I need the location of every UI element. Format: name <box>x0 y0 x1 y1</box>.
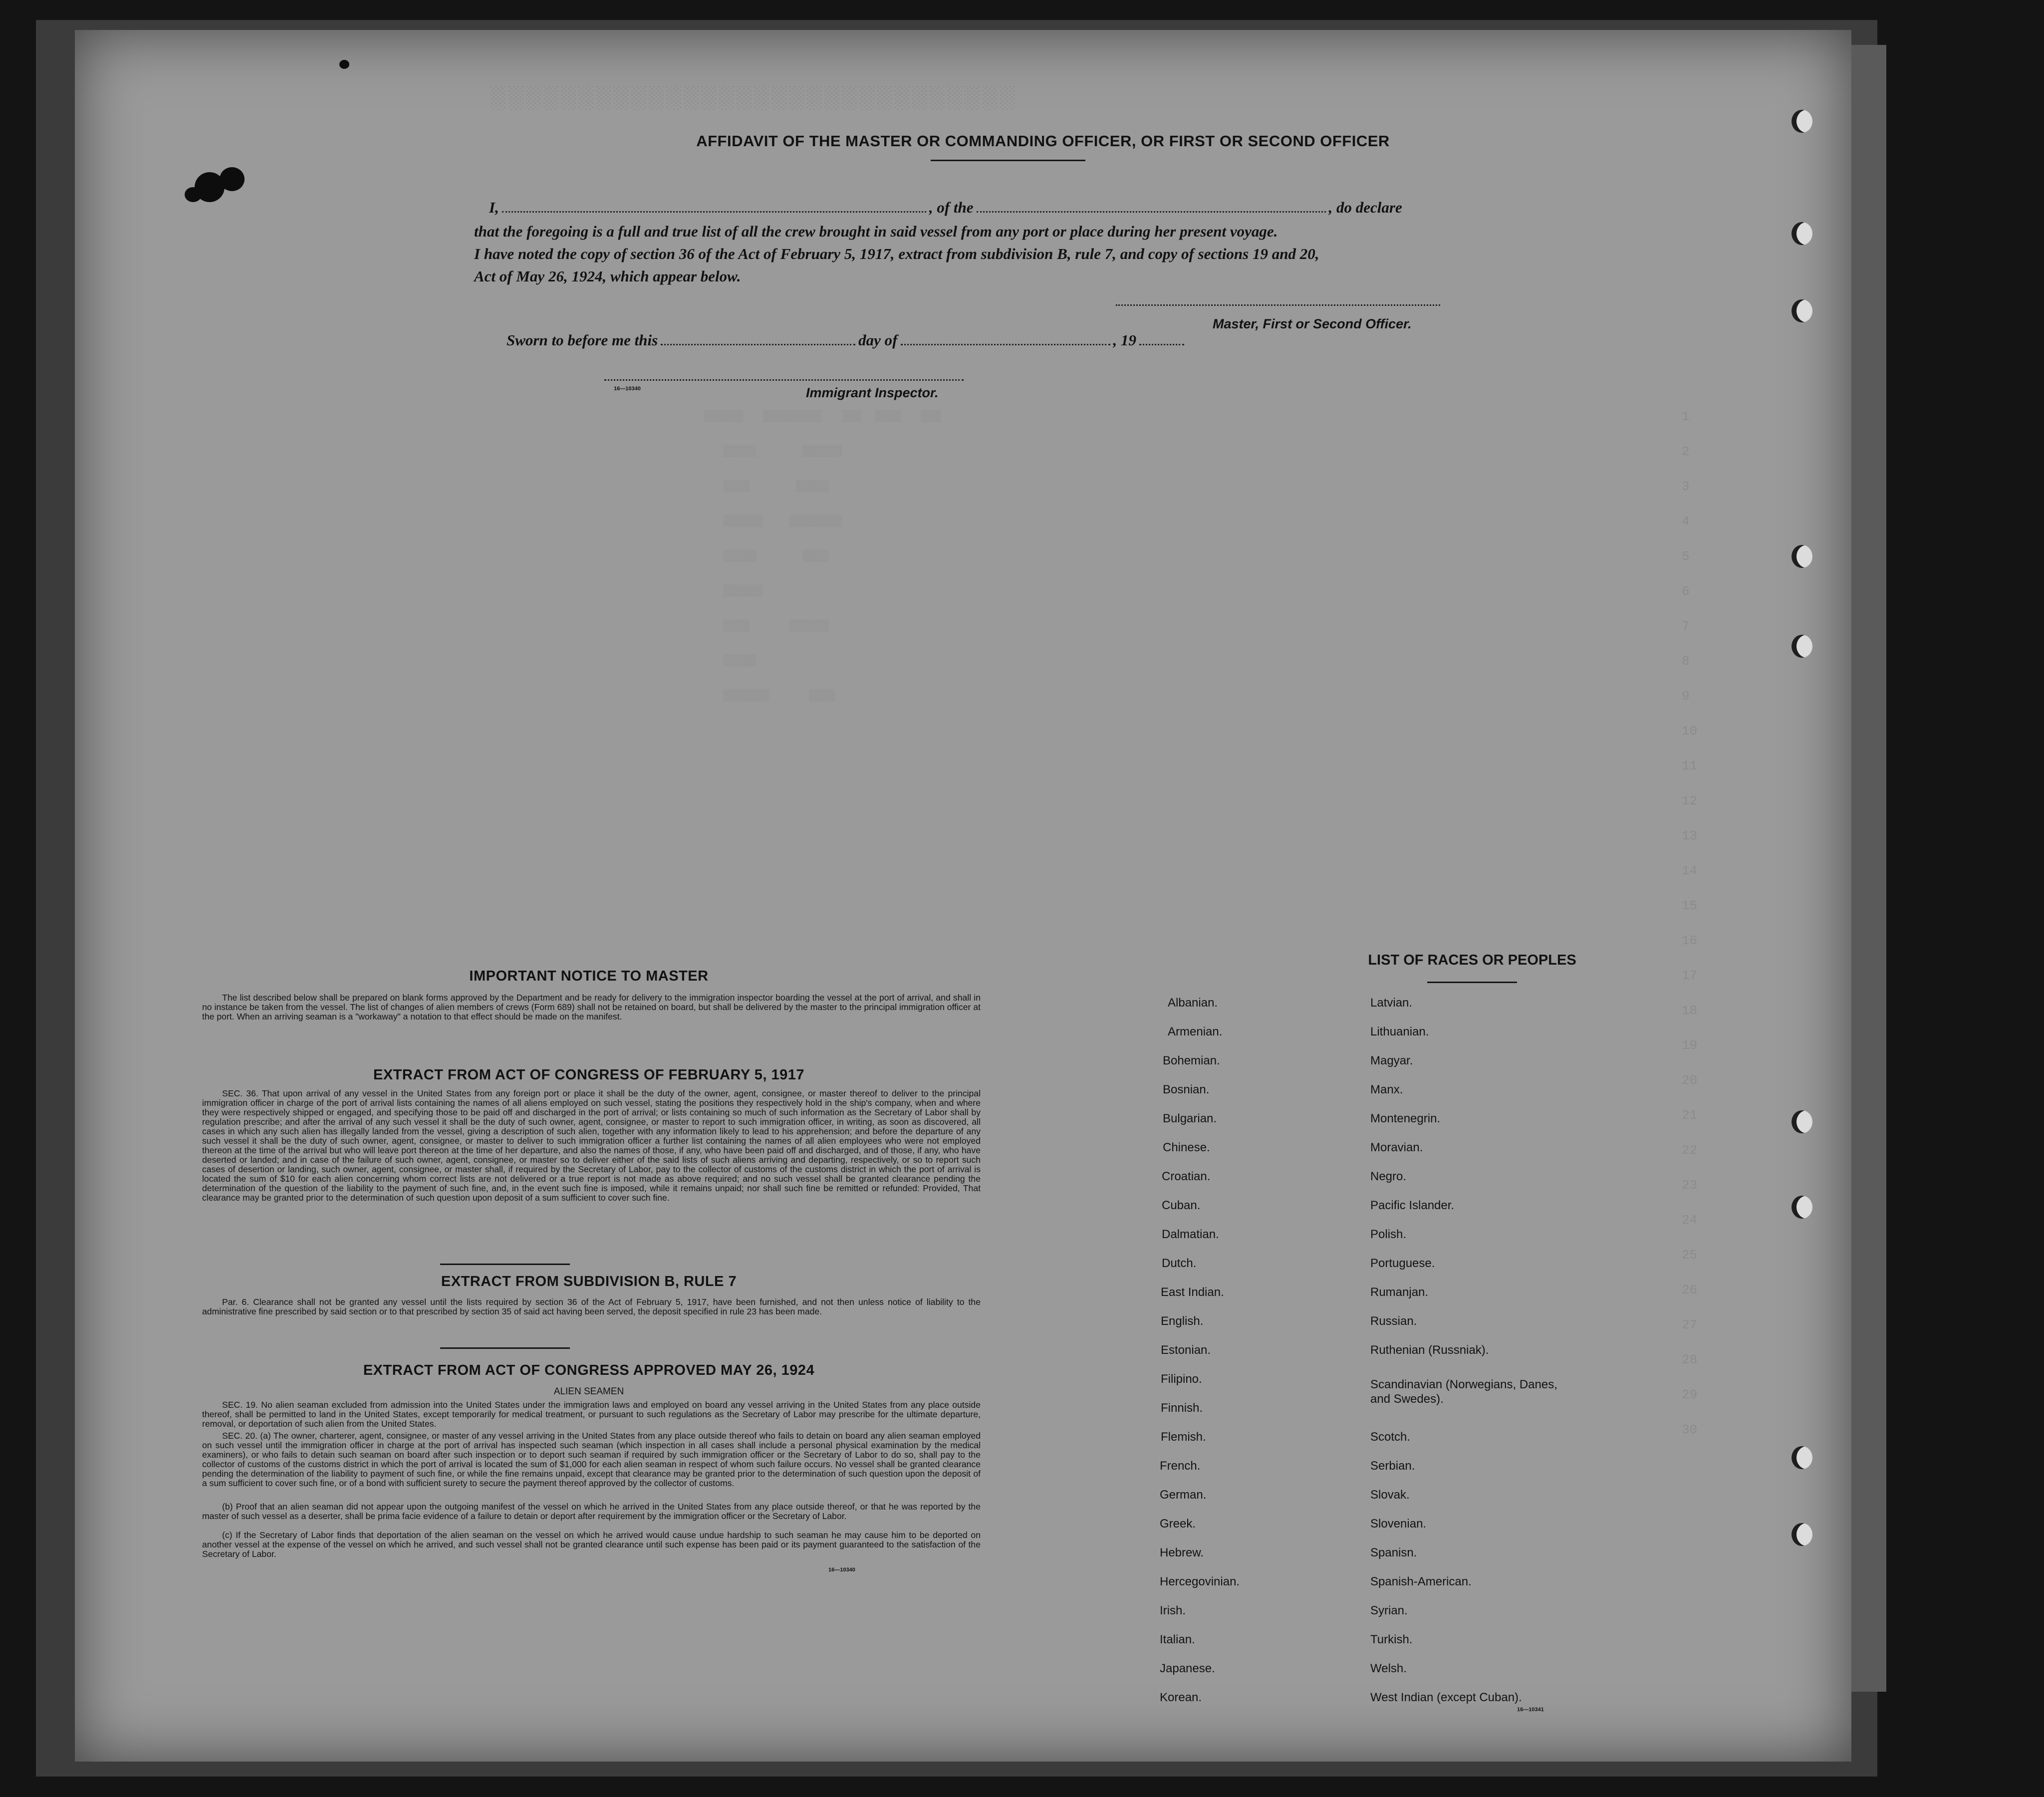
binder-hole <box>1791 1446 1812 1469</box>
extract-1924-sec19: SEC. 19. No alien seaman excluded from admission into the United States under the immigration laws and employed on board any vessel arriving in the United States from any place outside thereof, shall be permitted to land in the United States, except temporarily for medical treatment, or pursuant to such regulations as the Secretary of Labor may prescribe for the ultimate departure, removal, or deportation of such alien from the United States. <box>202 1400 981 1429</box>
race-left-item: Japanese. <box>1160 1662 1215 1675</box>
manifest-page <box>75 30 1851 1762</box>
extract-rule7-body: Par. 6. Clearance shall not be granted any vessel until the lists required by section 36 of the Act of February 5, 1917, have been furnished, and not then unless notice of liability to the administrative fine prescribed by said section or to that prescribed by section 35 of said act having been served, the deposit specified in rule 23 has been made. <box>202 1297 981 1316</box>
sworn-year-blank[interactable] <box>1139 333 1184 345</box>
extract-rule7-title: EXTRACT FROM SUBDIVISION B, RULE 7 <box>441 1274 737 1289</box>
affidavit-form-number: 16—10340 <box>614 386 641 392</box>
extract-1917-title: EXTRACT FROM ACT OF CONGRESS OF FEBRUARY 5, 1917 <box>373 1067 805 1083</box>
race-right-item: West Indian (except Cuban). <box>1370 1691 1522 1704</box>
extract-1924-sec20b: (b) Proof that an alien seaman did not appear upon the outgoing manifest of the vessel on which he arrived in the United States from any place outside thereof, or that he was reported by the master of such vessel as a deserter, shall be prima facie evidence of a failure to detain or deport after requirement by the immigration officer or the Secretary of Labor. <box>202 1502 981 1521</box>
extract-form-number: 16—10340 <box>828 1567 855 1573</box>
affidavit-title: AFFIDAVIT OF THE MASTER OR COMMANDING OFFICER, OR FIRST OR SECOND OFFICER <box>696 132 1390 150</box>
affidavit-declare-label: , do declare <box>1328 199 1402 216</box>
inspector-signature-blank[interactable] <box>604 368 964 381</box>
affidavit-line-4: Act of May 26, 1924, which appear below. <box>474 267 741 285</box>
race-left-item: Hercegovinian. <box>1160 1575 1240 1588</box>
extract-1924-subtitle: ALIEN SEAMEN <box>553 1386 624 1397</box>
race-right-item: Welsh. <box>1370 1662 1407 1675</box>
race-left-item: Flemish. <box>1161 1430 1206 1444</box>
race-right-item: Spanisn. <box>1370 1546 1417 1559</box>
extract-1917-body: SEC. 36. That upon arrival of any vessel in the United States from any foreign port or place it shall be the duty of the owner, agent, consignee, or master thereof to deliver to the principal immigration officer in charge of the port of arrival lists containing the names of all aliens employed on such vessel, stating the positions they respectively hold in the ship's company, when and where they were respectively shipped or engaged, and specifying those to be paid off and discharged in the port of arrival; or lists containing so much of such information as the Secretary of Labor shall by regulation prescribe; and after the arrival of any such vessel it shall be the duty of such owner, agent, consignee, or master to report to such immigration officer, in writing, as soon as discovered, all cases in which any such alien has illegally landed from the vessel, giving a description of such alien, together with any information likely to lead to his apprehension; and before the departure of any such vessel it shall be the duty of such owner, agent, consignee, or master to deliver to such immigration officer a further list containing the names of all alien employees who were not employed thereon at the time of the arrival but who will leave port thereon at the time of her departure, and also the names of those, if any, who have been paid off and discharged, and of those, if any, who have deserted or landed; and in case of the failure of such owner, agent, consignee, or master so to deliver either of the said lists of such aliens arriving and departing, respectively, or so to report such cases of desertion or landing, such owner, agent, consignee, or master shall, if required by the Secretary of Labor, pay to the collector of customs of the customs district in which the port of arrival is located the sum of $10 for each alien concerning whom correct lists are not delivered or a true report is not made as above required; and no such vessel shall be granted clearance pending the determination of the question of the liability to the payment of such fine, and, in the event such fine is imposed, while it remains unpaid; nor shall such fine be remitted or refunded: Provided, That clearance may be granted prior to the determination of such question upon deposit of a sum sufficient to cover such fine. <box>202 1088 981 1203</box>
race-right-item: Magyar. <box>1370 1054 1413 1067</box>
inspector-label: Immigrant Inspector. <box>806 385 939 400</box>
ink-smudge <box>339 60 349 69</box>
races-title: LIST OF RACES OR PEOPLES <box>1368 952 1576 968</box>
bleed-through-entries: ▒▒▒▒▒▒ ▒▒▒▒▒▒▒▒▒ ▒▒▒ ▒▒▒▒ ▒▒▒ ▒▒▒▒▒ ▒▒▒▒▒▒ ▒▒▒▒ ▒▒▒▒▒ ▒▒▒▒▒▒ ▒▒▒▒▒▒▒▒ ▒▒▒▒▒ ▒▒▒▒ ▒▒▒▒▒▒ ▒▒▒▒ ▒▒▒▒▒▒ ▒▒▒▒▒ ▒▒▒▒▒▒▒ ▒▒▒▒ <box>704 410 941 702</box>
race-left-item: Bulgarian. <box>1163 1112 1217 1125</box>
affidavit-of-the-label: , of the <box>929 199 974 216</box>
race-left-item: Armenian. <box>1168 1025 1223 1038</box>
sworn-day-of: day of <box>858 331 898 349</box>
race-left-item: Croatian. <box>1162 1170 1211 1183</box>
notice-body: The list described below shall be prepared on blank forms approved by the Department and be ready for delivery to the immigration inspector boarding the vessel at the port of arrival, and shall in no instance be taken from the vessel. The list of changes of alien members of crews (Form 689) shall not be retained on board, but shall be delivered by the master to the principal immigration officer at the port. When an arriving seaman is a "workaway" a notation to that effect should be made on the manifest. <box>202 993 981 1022</box>
notice-title: IMPORTANT NOTICE TO MASTER <box>469 968 709 984</box>
race-right-item: Ruthenian (Russniak). <box>1370 1343 1489 1357</box>
race-left-item: Hebrew. <box>1160 1546 1204 1559</box>
race-left-item: Korean. <box>1160 1691 1202 1704</box>
sworn-day-blank[interactable] <box>661 333 855 345</box>
race-left-item: Dalmatian. <box>1162 1228 1219 1241</box>
affidavit-line-3: I have noted the copy of section 36 of the Act of February 5, 1917, extract from subdivision B, rule 7, and copy of sections 19 and 20, <box>474 245 1319 262</box>
race-right-item: Scotch. <box>1370 1430 1411 1444</box>
race-left-item: Dutch. <box>1162 1257 1197 1270</box>
binder-hole <box>1791 1110 1812 1133</box>
master-signature-label: Master, First or Second Officer. <box>1213 316 1412 331</box>
section-divider <box>440 1347 570 1349</box>
sworn-year: , 19 <box>1113 331 1136 349</box>
race-right-item: Slovak. <box>1370 1488 1410 1502</box>
race-left-item: German. <box>1160 1488 1207 1502</box>
extract-1924-sec20a: SEC. 20. (a) The owner, charterer, agent, consignee, or master of any vessel arriving in the United States from any place outside thereof who fails to detain on board any alien seaman employed on such vessel until the immigration officer in charge at the port of arrival has inspected such seaman (which inspection in all cases shall include a personal physical examination by the medical examiners), or who fails to detain such seaman on board after such inspection or to deport such seaman if required by such immigration officer or the Secretary of Labor to do so, shall pay to the collector of customs of the customs district in which the port of arrival is located the sum of $1,000 for each alien seaman in respect of whom such failure occurs. No vessel shall be granted clearance pending the determination of the liability to payment of such fine, or while the fine remains unpaid, except that clearance may be granted prior to the determination of such question upon the deposit of a sum sufficient to cover such fine, or of a bond with sufficient surety to secure the payment thereof approved by the collector of customs. <box>202 1431 981 1488</box>
master-name-blank[interactable] <box>502 200 926 213</box>
binder-hole <box>1791 1196 1812 1219</box>
race-right-item: Turkish. <box>1370 1633 1413 1646</box>
race-left-item: Chinese. <box>1163 1141 1210 1154</box>
races-form-number: 16—10341 <box>1517 1707 1544 1713</box>
affidavit-title-rule <box>931 160 1085 161</box>
extract-1924-title: EXTRACT FROM ACT OF CONGRESS APPROVED MAY 26, 1924 <box>363 1362 815 1378</box>
race-right-item: Syrian. <box>1370 1604 1408 1617</box>
race-left-item: Italian. <box>1160 1633 1195 1646</box>
master-signature-blank[interactable] <box>1116 293 1440 306</box>
race-right-item: Slovenian. <box>1370 1517 1427 1531</box>
race-right-item: Rumanjan. <box>1370 1285 1429 1299</box>
race-left-item: Albanian. <box>1168 996 1218 1010</box>
race-left-item: Filipino. <box>1161 1372 1202 1386</box>
race-right-item: Russian. <box>1370 1314 1417 1328</box>
binder-hole <box>1791 110 1812 133</box>
race-left-item: East Indian. <box>1161 1285 1224 1299</box>
race-right-item: Latvian. <box>1370 996 1413 1010</box>
bleed-through-row-numbers: 1 2 3 4 5 6 7 8 9 10 11 12 13 14 15 16 17 18 19 20 21 22 23 24 25 26 27 28 29 30 <box>1682 409 1698 1437</box>
extract-1924-sec20c: (c) If the Secretary of Labor finds that deportation of the alien seaman on the vessel on which he arrived would cause undue hardship to such seaman he may cause him to be deported on another vessel at the expense of the vessel on which he arrived, and such vessel shall not be granted clearance until such expense has been paid or its payment guaranteed to the satisfaction of the Secretary of Labor. <box>202 1530 981 1559</box>
race-left-item: French. <box>1160 1459 1201 1473</box>
vessel-name-blank[interactable] <box>977 200 1326 213</box>
race-left-item: Cuban. <box>1162 1199 1201 1212</box>
bleed-through-heading: ░░░░░░░░░░░░░░░░░░░░░░░░░░░░░░ <box>489 85 1016 109</box>
binder-hole <box>1791 299 1812 322</box>
race-right-item: Portuguese. <box>1370 1257 1435 1270</box>
race-left-item: Irish. <box>1160 1604 1186 1617</box>
affidavit-line-1 <box>489 199 1402 217</box>
race-left-item: Greek. <box>1160 1517 1196 1531</box>
sworn-month-blank[interactable] <box>901 333 1110 345</box>
binder-hole <box>1791 635 1812 658</box>
race-right-item: Montenegrin. <box>1370 1112 1441 1125</box>
race-right-item: Negro. <box>1370 1170 1407 1183</box>
binder-hole <box>1791 1523 1812 1546</box>
ink-smudge <box>220 167 245 191</box>
race-right-item: Serbian. <box>1370 1459 1415 1473</box>
race-left-item: Bohemian. <box>1163 1054 1220 1067</box>
affidavit-i-label: I, <box>489 199 499 216</box>
races-title-rule <box>1427 982 1517 983</box>
race-left-item: English. <box>1161 1314 1204 1328</box>
ink-smudge <box>185 187 202 202</box>
race-left-item: Estonian. <box>1161 1343 1211 1357</box>
race-left-item: Bosnian. <box>1163 1083 1210 1096</box>
section-divider <box>440 1264 570 1265</box>
race-right-item: Moravian. <box>1370 1141 1423 1154</box>
race-right-item: Polish. <box>1370 1228 1407 1241</box>
race-right-item: Pacific Islander. <box>1370 1199 1455 1212</box>
race-right-item: Spanish-American. <box>1370 1575 1472 1588</box>
affidavit-line-2: that the foregoing is a full and true list of all the crew brought in said vessel from any port or place during her present voyage. <box>474 223 1278 240</box>
sworn-prefix: Sworn to before me this <box>507 331 658 349</box>
race-right-item: Manx. <box>1370 1083 1403 1096</box>
underlying-page-edge <box>1846 45 1886 1692</box>
sworn-line <box>507 331 1187 349</box>
race-right-item: Scandinavian (Norwegians, Danes, and Swedes). <box>1370 1378 1557 1406</box>
race-left-item: Finnish. <box>1161 1401 1203 1415</box>
binder-hole <box>1791 222 1812 245</box>
race-right-item: Lithuanian. <box>1370 1025 1429 1038</box>
binder-hole <box>1791 545 1812 568</box>
